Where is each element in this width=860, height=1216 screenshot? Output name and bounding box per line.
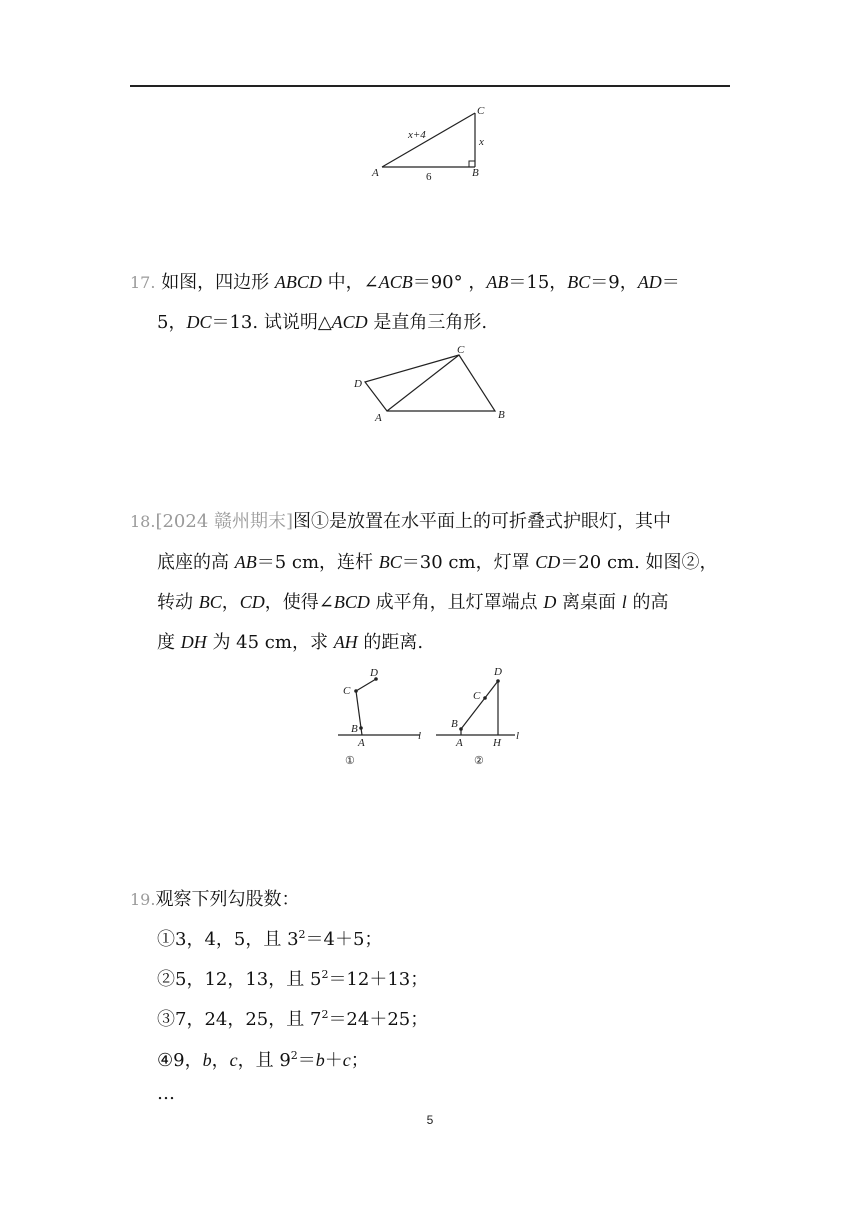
label-C: C [457,344,465,356]
q18-text: ＝20 cm. 如图②， [560,552,718,573]
label-l: l [418,730,422,742]
caption-2: ② [474,755,484,767]
q19-text: ； [350,1050,369,1071]
q17-var: BC [567,272,591,292]
q18-text: 转动 [157,592,199,613]
q17-text: ＝90° ， [412,272,487,293]
q18-var: AB [234,552,257,572]
q18-text: 图①是放置在水平面上的可折叠式护眼灯，其中 [293,511,672,532]
q19-ellipsis: … [157,1083,175,1104]
label-D: D [354,378,362,390]
q19-sup: 2 [321,1008,329,1021]
q18-text: 的高 [626,592,669,613]
q18-text: 度 [157,632,181,653]
label-C: C [343,685,351,697]
q19-text: ，且 9 [237,1050,291,1071]
q18-text: 底座的高 [157,552,235,573]
q19-text: ③7，24，25，且 7 [157,1009,322,1030]
label-base: 6 [426,171,432,183]
q17-text: ＝13. 试说明△ [211,312,332,333]
q17-var: ABCD [274,272,322,292]
label-A: A [358,737,365,749]
q17-line-1 [130,270,680,295]
q19-item-1 [157,928,382,952]
label-C: C [477,105,485,117]
q18-var: CD [535,552,561,572]
label-l: l [516,730,520,742]
q19-var: c [229,1050,238,1070]
label-D: D [494,666,502,678]
caption-1: ① [345,755,355,767]
q18-var: DH [180,632,207,652]
q19-number: 19. [130,890,156,909]
q19-text: ＝12＋13； [328,969,429,990]
q19-item-4 [157,1048,369,1073]
q19-sup: 2 [298,928,306,941]
q18-text: 离桌面 [556,592,622,613]
q17-var: ACB [378,272,413,292]
q17-text: 如图，四边形 [161,272,275,293]
q19-text: 观察下列勾股数： [155,889,300,910]
q19-text: ＋ [324,1050,343,1071]
q18-text: ＝5 cm，连杆 [256,552,379,573]
q19-var: b [315,1050,325,1070]
q18-line-3 [157,590,669,615]
label-H: H [493,737,501,749]
q18-number: 18. [130,512,156,531]
q18-line-2 [157,550,718,575]
q17-text: ＝ [661,272,680,293]
figure-quadrilateral [345,342,515,427]
q18-text: 成平角，且灯罩端点 [369,592,544,613]
label-B: B [451,718,458,730]
figure-lamp-2 [430,662,540,772]
q17-text: 中，∠ [321,272,379,293]
q19-item-3 [157,1008,428,1032]
label-A: A [456,737,463,749]
label-A: A [375,412,382,424]
page-number: 5 [426,1113,434,1127]
q18-line-4 [157,630,423,655]
q18-var: AH [333,632,358,652]
q19-text: ＝4＋5； [305,929,383,950]
label-B: B [472,167,479,179]
q18-text: 为 45 cm，求 [206,632,334,653]
label-D: D [370,667,378,679]
label-hypotenuse: x+4 [408,129,426,141]
q19-text: ①3，4，5，且 3 [157,929,299,950]
q18-text: ， [221,592,240,613]
q17-line-2 [157,310,487,335]
q18-var: D [543,592,557,612]
q18-line-1 [130,510,671,534]
header-rule [130,85,730,87]
q19-item-2 [157,968,428,992]
q19-text: ＝24＋25； [328,1009,429,1030]
label-B: B [351,723,358,735]
q17-text: ＝15， [508,272,568,293]
q19-var: b [202,1050,212,1070]
q17-text: 5， [157,312,187,333]
q19-text: ②5，12，13，且 5 [157,969,322,990]
q19-line-intro [130,888,299,912]
q18-var: CD [239,592,265,612]
q19-sup: 2 [321,968,329,981]
q19-text: ④9， [157,1050,203,1071]
q17-number: 17. [130,273,156,292]
q18-var: BC [378,552,402,572]
figure-lamp-1 [330,662,440,772]
q18-var: l [621,592,627,612]
q18-var: BC [198,592,222,612]
label-A: A [372,167,379,179]
q18-text: 的距离. [357,632,424,653]
q17-var: DC [186,312,212,332]
q19-text: ＝ [297,1050,316,1071]
q17-var: AB [486,272,509,292]
q17-var: AD [637,272,662,292]
q19-var: c [342,1050,351,1070]
figure-right-triangle [360,100,500,185]
q18-text: ＝30 cm，灯罩 [401,552,536,573]
q19-text: ， [211,1050,230,1071]
label-B: B [498,409,505,421]
q17-var: ACD [331,312,368,332]
q18-var: BCD [333,592,370,612]
q18-source: [2024 赣州期末] [155,511,294,532]
q19-sup: 2 [290,1049,298,1062]
q17-text: 是直角三角形. [367,312,488,333]
q17-text: ＝9， [590,272,638,293]
label-leg: x [479,136,484,148]
label-C: C [473,690,481,702]
q18-text: ，使得∠ [264,592,334,613]
